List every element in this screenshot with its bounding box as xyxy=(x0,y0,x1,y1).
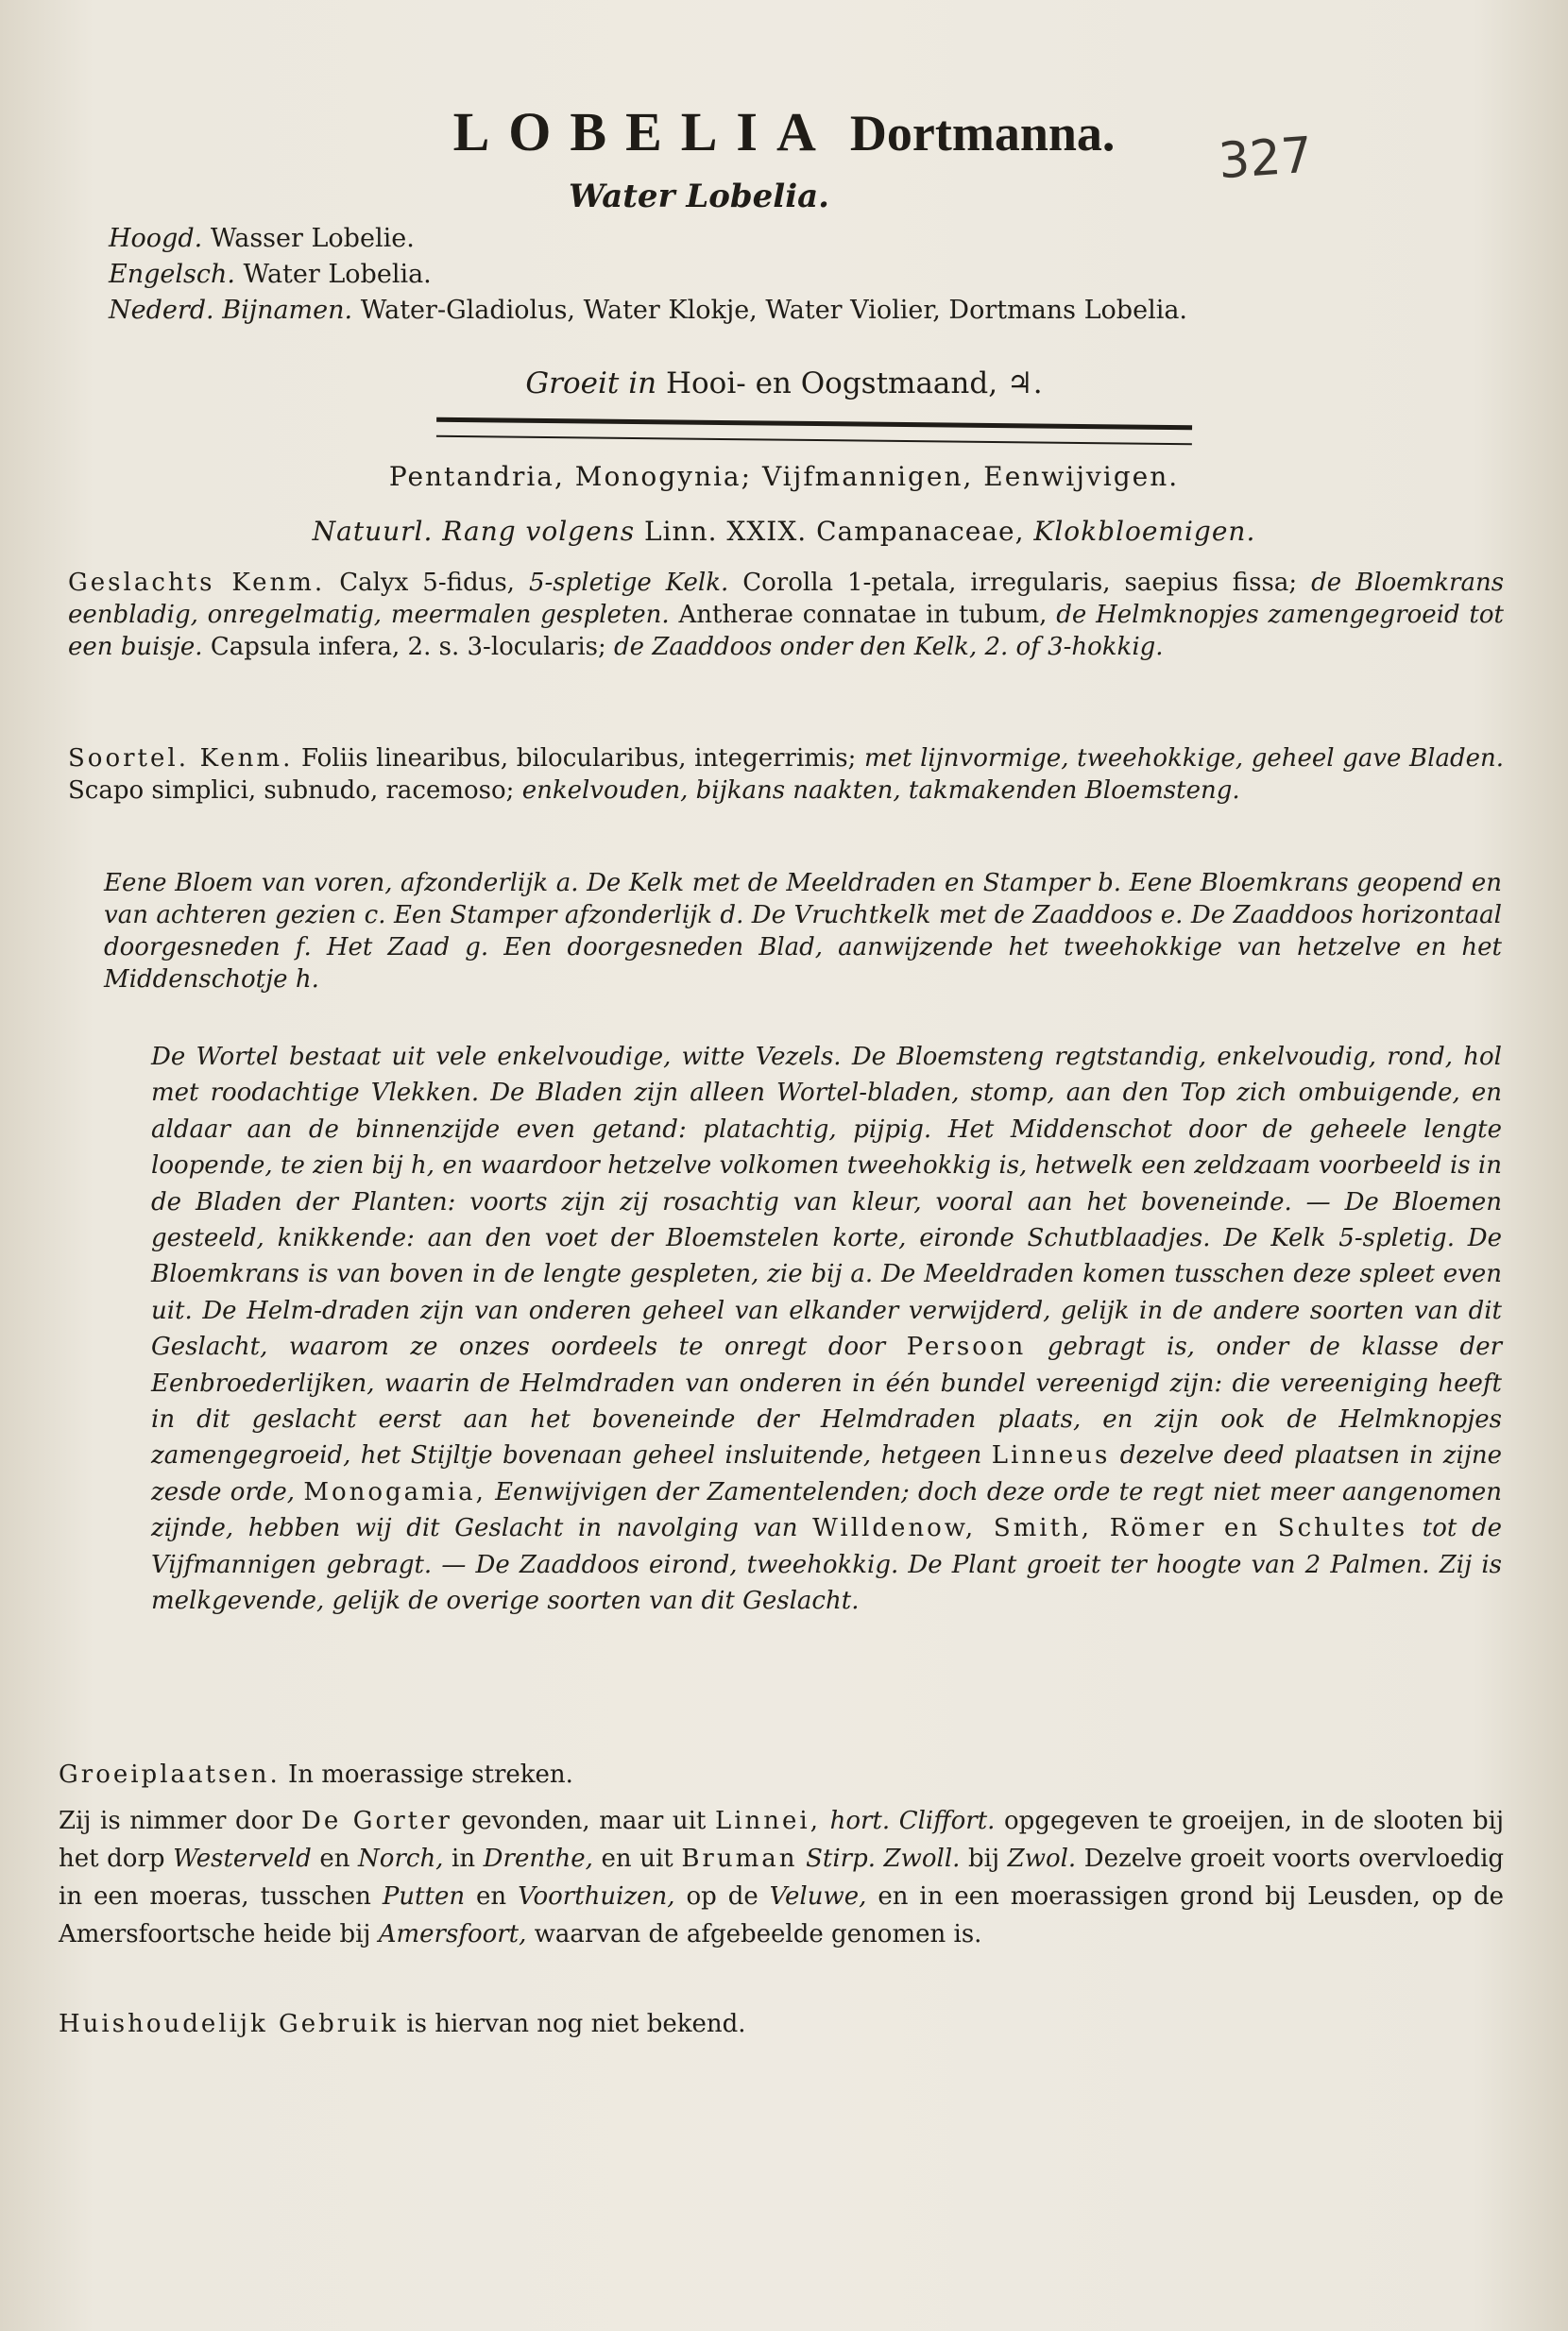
loc-e: hort. Cliffort. xyxy=(829,1807,996,1835)
loc-q: Dezelve groeit voorts overvloedig in een moeras, tusschen xyxy=(59,1845,1505,1911)
loc-x: Leusden, xyxy=(1307,1882,1421,1911)
genus-characters xyxy=(68,567,1504,663)
loc-y: op de Amersfoortsche heide bij xyxy=(59,1882,1505,1948)
loc-u: op de xyxy=(686,1882,758,1911)
page-title xyxy=(0,100,1568,163)
habitat-label: Groeiplaatsen. xyxy=(59,1761,281,1789)
loc-l: en uit xyxy=(601,1845,673,1873)
locations xyxy=(59,1802,1504,1953)
loc-k: Drenthe, xyxy=(483,1845,593,1873)
hoogd-value: Wasser Lobelie. xyxy=(210,224,415,253)
description-part-2: gebragt is, onder de klasse der Eenbroederlijken, waarin de Helmdraden van onderen in één bundel vereenigd zijn: die vereeniging heeft in dit geslacht eerst aan het boveneinde der Helmdraden plaats, en zijn ook de Helmknopjes zamengegroeid, het Stijltje bovenaan geheel insluitende, hetgeen xyxy=(151,1333,1503,1471)
title-divider xyxy=(436,417,1192,445)
linnaean-class: Pentandria, Monogynia; Vijfmannigen, Eenwijvigen. xyxy=(388,461,1180,492)
engelsch-value: Water Lobelia. xyxy=(243,260,432,289)
hoogd-label: Hoogd. xyxy=(109,224,203,253)
genus-text-6: de Helmknopjes zamengegroeid tot een buisje. xyxy=(68,601,1504,661)
description-part-3c: Eenwijvigen der Zamentelenden; doch deze orde te regt niet meer aangenomen zijnde, hebben wij dit Geslacht in navolging van xyxy=(151,1477,1502,1543)
loc-d: Linnei, xyxy=(714,1807,821,1835)
species-text-4: enkelvouden, bijkans naakten, takmakenden Bloemsteng. xyxy=(521,776,1240,805)
genus-text-3: Corolla 1-petala, irregularis, saepius fissa; xyxy=(742,569,1298,597)
loc-j: in xyxy=(452,1845,476,1873)
loc-c: gevonden, maar uit xyxy=(461,1807,707,1835)
loc-m: Bruman xyxy=(681,1845,798,1873)
loc-o: bij xyxy=(968,1845,1000,1873)
handwritten-plate-number: 327 xyxy=(1217,127,1315,191)
loc-s: en xyxy=(476,1882,507,1911)
genus-characters-label: Geslachts Kenm. xyxy=(68,569,326,597)
species-text-1: Foliis linearibus, bilocularibus, integerrimis; xyxy=(300,744,857,773)
genus-name: LOBELIA xyxy=(452,101,835,162)
loc-i: Norch, xyxy=(358,1845,444,1873)
species-text-3: Scapo simplici, subnudo, racemoso; xyxy=(68,776,515,805)
household-use xyxy=(59,2008,1504,2040)
loc-v: Veluwe, xyxy=(769,1882,867,1911)
loc-p: Zwol. xyxy=(1007,1845,1077,1873)
usage-label: Huishoudelijk Gebruik xyxy=(59,2010,400,2038)
species-characters-label: Soortel. Kenm. xyxy=(68,744,294,773)
habitat-value: In moerassige streken. xyxy=(287,1761,573,1789)
loc-z: Amersfoort, xyxy=(378,1920,527,1948)
flowering-prefix: Groeit in xyxy=(525,366,657,400)
genus-text-7: Capsula infera, 2. s. 3-locularis; xyxy=(210,633,606,661)
natural-order-prefix: Natuurl. Rang volgens xyxy=(312,516,636,547)
author-persoon: Persoon xyxy=(906,1333,1027,1362)
species-name: Dortmanna. xyxy=(849,105,1116,162)
loc-zz: waarvan de afgebeelde genomen is. xyxy=(534,1920,982,1948)
genus-text-8: de Zaaddoos onder den Kelk, 2. of 3-hokkig. xyxy=(614,633,1164,661)
natural-order-dutch: Klokbloemigen. xyxy=(1033,516,1256,547)
description xyxy=(151,1039,1502,1620)
loc-b: De Gorter xyxy=(300,1807,452,1835)
vernacular-names xyxy=(109,221,1187,329)
figure-explanation: Eene Bloem van voren, afzonderlijk a. De Kelk met de Meeldraden en Stamper b. Eene Bloemkrans geopend en van achteren gezien c. Een Stamper afzonderlijk d. De Vruchtkelk met de Zaaddoos e. De Zaaddoos horizontaal doorgesneden f. Het Zaad g. Een doorgesneden Blad, aanwijzende het tweehokkige van hetzelve en het Middenschotje h. xyxy=(104,869,1502,994)
genus-text-5: Antherae connatae in tubum, xyxy=(678,601,1048,629)
species-text-2: met lijnvormige, tweehokkige, geheel gave Bladen. xyxy=(863,744,1505,773)
loc-n: Stirp. Zwoll. xyxy=(806,1845,961,1873)
loc-h: en xyxy=(319,1845,350,1873)
natural-order-value: Linn. XXIX. Campanaceae, xyxy=(644,516,1025,547)
loc-w: en in een moerassigen grond bij xyxy=(878,1882,1297,1911)
loc-f: opgegeven te groeijen, in de slooten bij het dorp xyxy=(59,1807,1505,1873)
nederd-label: Nederd. Bijnamen. xyxy=(109,296,353,325)
flowering-period xyxy=(0,366,1568,400)
engelsch-label: Engelsch. xyxy=(109,260,235,289)
description-part-1: De Wortel bestaat uit vele enkelvoudige, witte Vezels. De Bloemsteng regtstandig, enkelvoudig, rond, hol met roodachtige Vlekken. De Bladen zijn alleen Wortel-bladen, stomp, aan den Top zich ombuigende, en aldaar aan de binnenzijde even getand: platachtig, pijpig. Het Middenschot door de geheele lengte loopende, te zien bij h, en waardoor hetzelve volkomen tweehokkig is, hetwelk een zeldzaam voorbeeld is in de Bladen der Planten: voorts zijn zij rosachtig van kleur, vooral aan het boveneinde. — De Bloemen gesteeld, knikkende: aan den voet der Bloemstelen korte, eironde Schutblaadjes. De Kelk 5-spletig. De Bloemkrans is van boven in de lengte gespleten, zie bij a. De Meeldraden komen tusschen deze spleet even uit. De Helm-draden zijn van onderen geheel van elkander verwijderd, gelijk in de andere soorten van dit Geslacht, waarom ze onzes oordeels te onregt door xyxy=(151,1043,1502,1362)
flowering-months: Hooi- en Oogstmaand, ♃. xyxy=(665,366,1043,400)
nederd-value: Water-Gladiolus, Water Klokje, Water Violier, Dortmans Lobelia. xyxy=(360,296,1188,325)
genus-text-4: de Bloemkrans eenbladig, onregelmatig, meermalen gespleten. xyxy=(68,569,1505,629)
habitat xyxy=(59,1759,1504,1791)
loc-a: Zij is nimmer door xyxy=(59,1807,293,1835)
common-name: Water Lobelia. xyxy=(568,178,830,215)
species-characters xyxy=(68,742,1504,807)
loc-r: Putten xyxy=(382,1882,466,1911)
description-monogamia: Monogamia, xyxy=(303,1477,486,1506)
genus-text-1: Calyx 5-fidus, xyxy=(339,569,515,597)
loc-t: Voorthuizen, xyxy=(518,1882,675,1911)
description-part-3: dezelve deed plaatsen in zijne zesde orde, xyxy=(151,1441,1503,1506)
description-part-4: tot de Vijfmannigen gebragt. — De Zaaddoos eirond, tweehokkig. De Plant groeit ter hoogte van 2 Palmen. Zij is melkgevende, gelijk de overige soorten van dit Geslacht. xyxy=(151,1514,1503,1616)
author-linneus: Linneus xyxy=(991,1441,1111,1471)
natural-order xyxy=(0,516,1568,547)
usage-value: is hiervan nog niet bekend. xyxy=(406,2010,746,2038)
loc-g: Westerveld xyxy=(173,1845,312,1873)
genus-text-2: 5-spletige Kelk. xyxy=(528,569,729,597)
authors-willdenow-smith-romer-schultes: Willdenow, Smith, Römer en Schultes xyxy=(812,1514,1408,1543)
